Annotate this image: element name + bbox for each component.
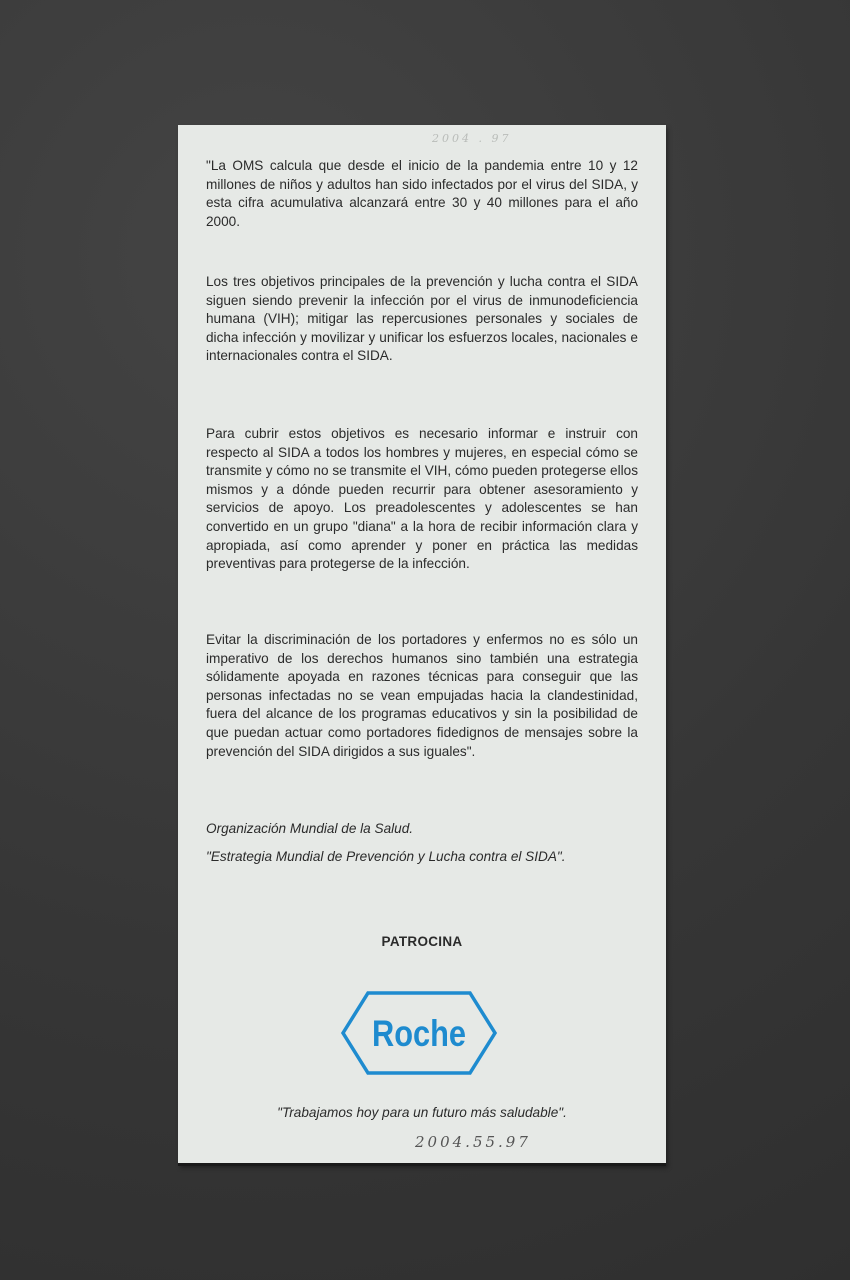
attribution-document: "Estrategia Mundial de Prevención y Lucha contra el SIDA". [206, 849, 566, 864]
pamphlet-edge [178, 1163, 666, 1166]
accession-number: 2004.55.97 [415, 1133, 531, 1151]
paragraph-2: Los tres objetivos principales de la prevención y lucha contra el SIDA siguen siendo prevenir la infección por el virus de inmunodeficiencia humana (VIH); mitigar las repercusiones personales y sociales de dicha infección y movilizar y unificar los esfuerzos locales, nacionales e internacionales contra el SIDA. [206, 274, 638, 364]
attribution-organization: Organización Mundial de la Salud. [206, 821, 414, 836]
paragraph-3: Para cubrir estos objetivos es necesario informar e instruir con respecto al SIDA a todos los hombres y mujeres, en especial cómo se transmite y cómo no se transmite el VIH, cómo pueden protegerse ellos mismos y a dónde pueden recurrir para obtener asesoramiento y servicios de apoyo. Los preadolescentes y adolescentes se han convertido en un grupo "diana" a la hora de recibir información clara y apropiada, así como aprender y poner en práctica las medidas preventivas para protegerse de la infección. [206, 426, 638, 572]
roche-logo [340, 990, 498, 1076]
roche-logo-text: Roche [372, 1013, 466, 1054]
paragraph-4: Evitar la discriminación de los portadores y enfermos no es sólo un imperativo de los derechos humanos sino también una estrategia sólidamente apoyada en razones técnicas para conseguir que las personas infectadas no se vean empujadas hacia la clandestinidad, fuera del alcance de los programas educativos y sin la posibilidad de que puedan actuar como portadores fidedignos de mensajes sobre la prevención del SIDA dirigidos a sus iguales". [206, 632, 638, 759]
sponsor-heading: PATROCINA [381, 934, 463, 949]
paragraph-1: "La OMS calcula que desde el inicio de la pandemia entre 10 y 12 millones de niños y adultos han sido infectados por el virus del SIDA, y esta cifra acumulativa alcanzará entre 30 y 40 millones para el año 2000. [206, 158, 638, 229]
faint-accession-number: 2004 . 97 [432, 132, 512, 145]
slogan: "Trabajamos hoy para un futuro más saludable". [277, 1105, 567, 1120]
